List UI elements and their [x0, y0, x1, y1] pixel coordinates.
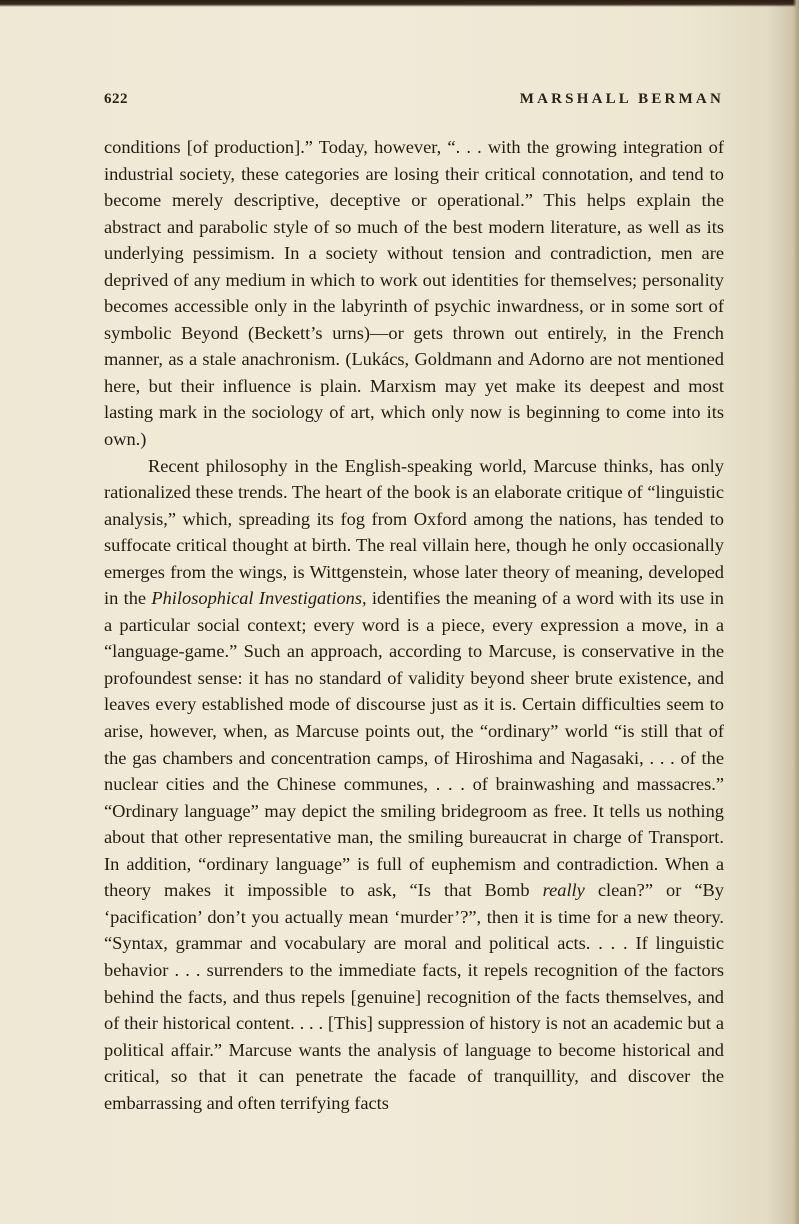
page-binding-shadow	[793, 0, 799, 1224]
page-number: 622	[104, 91, 128, 107]
body-text	[104, 134, 724, 1116]
emphasis-italic: really	[542, 880, 585, 901]
paragraph	[104, 453, 724, 1117]
running-head	[104, 91, 724, 113]
paragraph-text: clean?” or “By ‘pacification’ don’t you actually mean ‘murder’?”, then it is time for a new theory. “Syntax, grammar and vocabulary are moral and political acts. . . . If linguistic behavior . . . surrenders to the immediate facts, it repels recognition of the factors behind the facts, and thus repels [genuine] recognition of the facts themselves, and of their historical content. . . . [This] suppression of history is not an academic but a political affair.” Marcuse wants the analysis of language to become historical and critical, so that it can penetrate the facade of tranquillity, and discover the embarrassing and often terrifying facts	[104, 880, 724, 1113]
paragraph-text: Recent philosophy in the English-speaking world, Marcuse thinks, has only rationalized these trends. The heart of the book is an elaborate critique of “linguistic analysis,” which, spreading its fog from Oxford among the nations, has tended to suffocate critical thought at birth. The real villain here, though he only occasionally emerges from the wings, is Wittgenstein, whose later theory of meaning, developed in the	[104, 455, 724, 609]
book-title-italic: Philosophical Investigations,	[151, 588, 367, 609]
paragraph-continued	[104, 134, 724, 453]
paragraph-text: conditions [of production].” Today, however, “. . . with the growing integration of industrial society, these categories are losing their critical connotation, and tend to become merely descriptive, deceptive or operational.” This helps explain the abstract and parabolic style of so much of the best modern literature, as well as its underlying pessimism. In a society without tension and contradiction, men are deprived of any medium in which to work out identities for themselves; personality becomes accessible only in the labyrinth of psychic inwardness, or in some sort of symbolic Beyond (Beckett’s urns)—or gets thrown out entirely, in the French manner, as a stale anachronism. (Lukács, Goldmann and Adorno are not mentioned here, but their influence is plain. Marxism may yet make its deepest and most lasting mark in the sociology of art, which only now is beginning to come into its own.)	[104, 137, 724, 450]
page-top-shadow	[0, 0, 799, 7]
paragraph-text: identifies the meaning of a word with its use in a particular social context; every word is a piece, every expression a move, in a “language-game.” Such an approach, according to Marcuse, is conservative in the profoundest sense: it has no standard of validity beyond sheer brute existence, and leaves every established mode of discourse just as it is. Certain difficulties seem to arise, however, when, as Marcuse points out, the “ordinary” world “is still that of the gas chambers and concentration camps, of Hiroshima and Nagasaki, . . . of the nuclear cities and the Chinese communes, . . . of brainwashing and massacres.” “Ordinary language” may depict the smiling bridegroom as free. It tells us nothing about that other representative man, the smiling bureaucrat in charge of Transport. In addition, “ordinary language” is full of euphemism and contradiction. When a theory makes it impossible to ask, “Is that Bomb	[104, 588, 725, 901]
running-head-author: MARSHALL BERMAN	[519, 91, 724, 107]
